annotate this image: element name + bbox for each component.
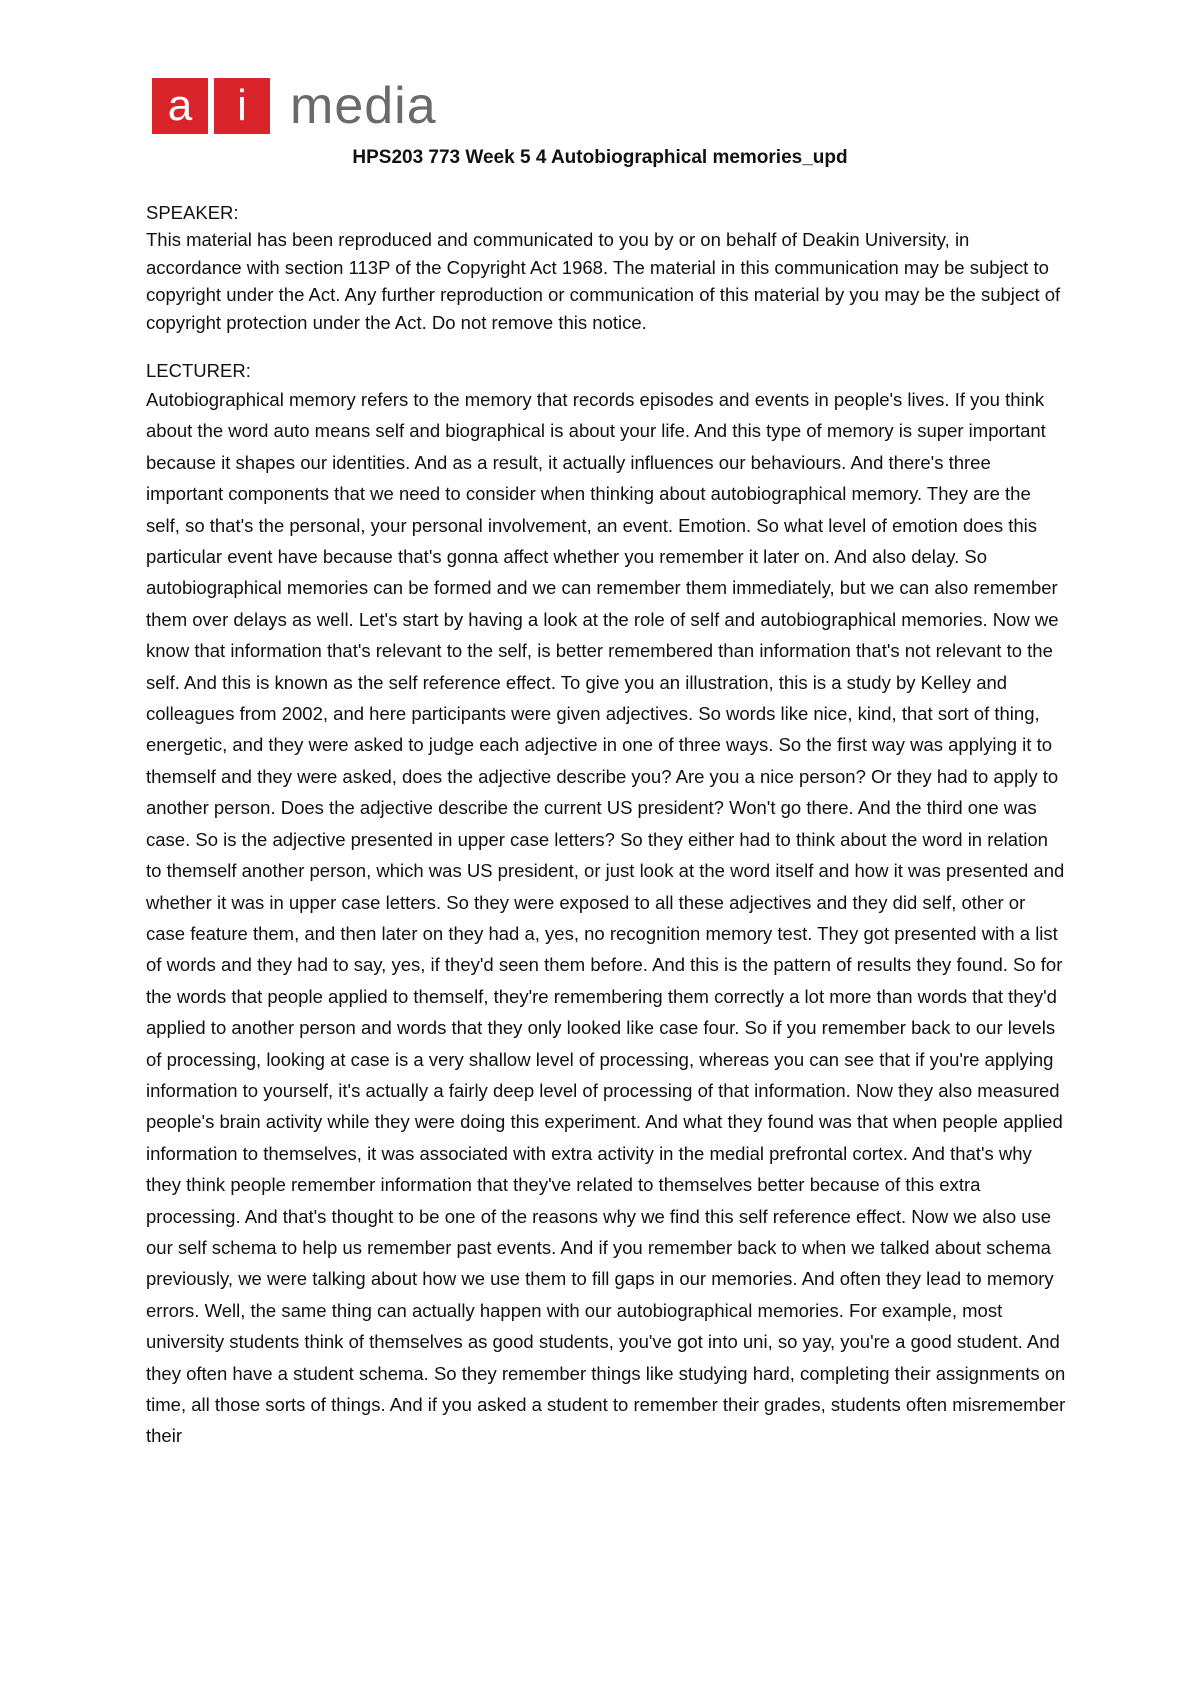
lecturer-label: LECTURER: [146, 360, 251, 381]
section-spacer [146, 336, 1066, 358]
document-title: HPS203 773 Week 5 4 Autobiographical memories_upd [352, 147, 848, 168]
transcript-body [146, 200, 1066, 1452]
logo-letter-a-box [152, 78, 208, 134]
speaker-label: SPEAKER: [146, 202, 239, 223]
logo-letter-a: a [167, 81, 193, 130]
copyright-notice: This material has been reproduced and communicated to you by or on behalf of Deakin University, in accordance with section 113P of the Copyright Act 1968. The material in this communication may be subject to copyright under the Act. Any further reproduction or communication of this material by you may be the subject of copyright protection under the Act. Do not remove this notice. [146, 229, 1061, 333]
aimedia-logo [152, 78, 437, 134]
logo-letter-i-box [214, 78, 270, 134]
logo-word: media [290, 77, 437, 135]
logo-letter-i: i [237, 81, 247, 130]
lecture-transcript: Autobiographical memory refers to the memory that records episodes and events in people's lives. If you think about the word auto means self and biographical is about your life. And this type of memory is super important because it shapes our identities. And as a result, it actually influences our behaviours. And there's three important components that we need to consider when thinking about autobiographical memory. They are the self, so that's the personal, your personal involvement, an event. Emotion. So what level of emotion does this particular event have because that's gonna affect whether you remember it later on. And also delay. So autobiographical memories can be formed and we can remember them immediately, but we can also remember them over delays as well. Let's start by having a look at the role of self and autobiographical memories. Now we know that information that's relevant to the self, is better remembered than information that's not relevant to the self. And this is known as the self reference effect. To give you an illustration, this is a study by Kelley and colleagues from 2002, and here participants were given adjectives. So words like nice, kind, that sort of thing, energetic, and they were asked to judge each adjective in one of three ways. So the first way was applying it to themself and they were asked, does the adjective describe you? Are you a nice person? Or they had to apply to another person. Does the adjective describe the current US president? Won't go there. And the third one was case. So is the adjective presented in upper case letters? So they either had to think about the word in relation to themself another person, which was US president, or just look at the word itself and how it was presented and whether it was in upper case letters. So they were exposed to all these adjectives and they did self, other or case feature them, and then later on they had a, yes, no recognition memory test. They got presented with a list of words and they had to say, yes, if they'd seen them before. And this is the pattern of results they found. So for the words that people applied to themself, they're remembering them correctly a lot more than words that they'd applied to another person and words that they only looked like case four. So if you remember back to our levels of processing, looking at case is a very shallow level of processing, whereas you can see that if you're applying information to yourself, it's actually a fairly deep level of processing of that information. Now they also measured people's brain activity while they were doing this experiment. And what they found was that when people applied information to themselves, it was associated with extra activity in the medial prefrontal cortex. And that's why they think people remember information that they've related to themselves better because of this extra processing. And that's thought to be one of the reasons why we find this self reference effect. Now we also use our self schema to help us remember past events. And if you remember back to when we talked about schema previously, we were talking about how we use them to fill gaps in our memories. And often they lead to memory errors. Well, the same thing can actually happen with our autobiographical memories. For example, most university students think of themselves as good students, you've got into uni, so yay, you're a good student. And they often have a student schema. So they remember things like studying hard, completing their assignments on time, all those sorts of things. And if you asked a student to remember their grades, students often misremember their [146, 389, 1066, 1447]
